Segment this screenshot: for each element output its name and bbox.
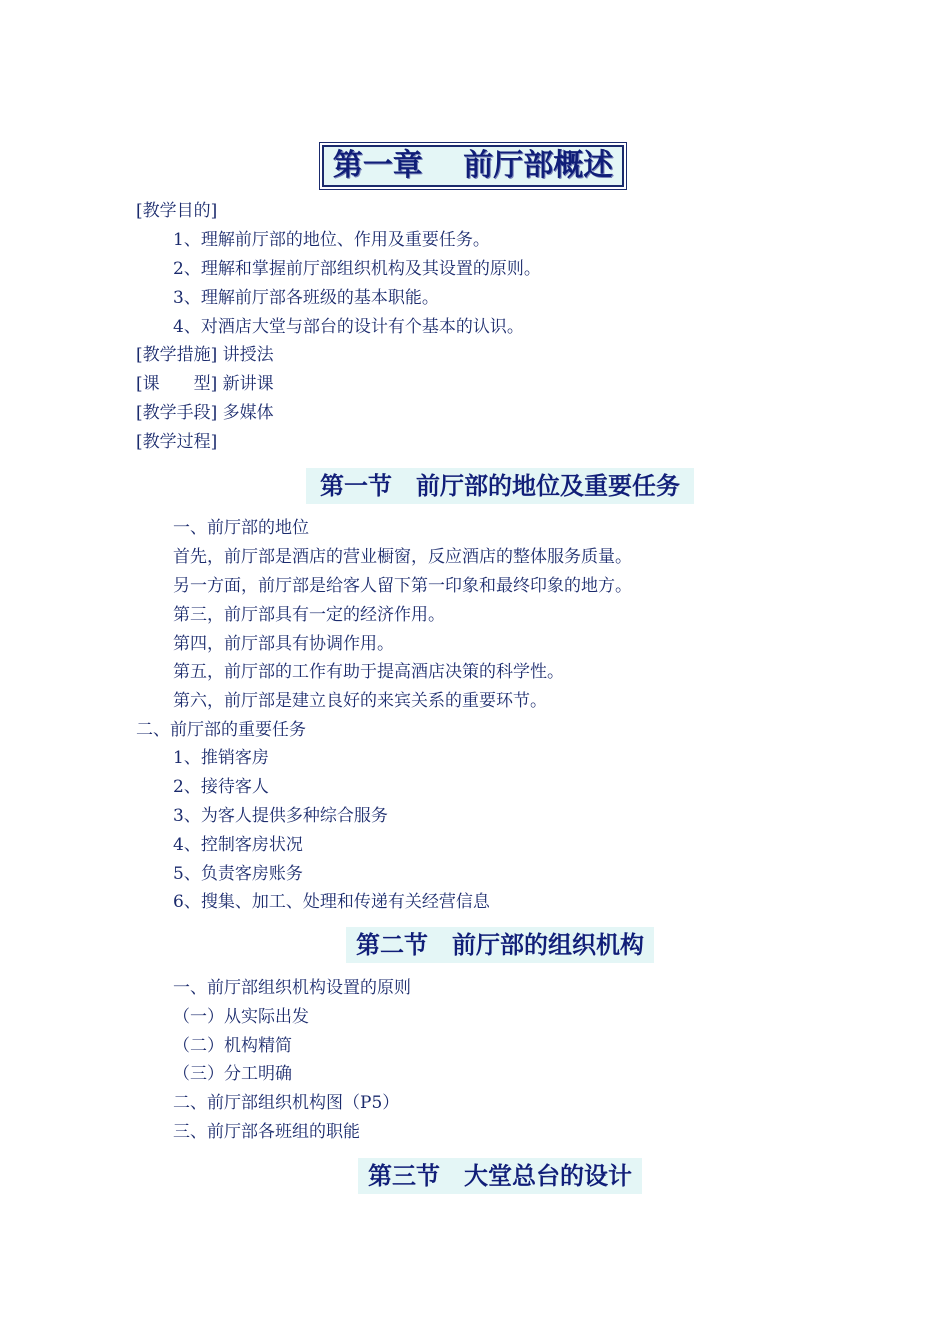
list-item: 首先，前厅部是酒店的营业橱窗，反应酒店的整体服务质量。 bbox=[173, 547, 632, 567]
section-2-title: 第二节 前厅部的组织机构 bbox=[346, 927, 654, 963]
list-item: 1、推销客房 bbox=[173, 748, 269, 768]
list-item: 2、接待客人 bbox=[173, 777, 269, 797]
objective-item: 1、理解前厅部的地位、作用及重要任务。 bbox=[173, 230, 490, 250]
list-item: 4、控制客房状况 bbox=[173, 835, 303, 855]
chapter-title: 第一章 前厅部概述 bbox=[322, 145, 624, 187]
objective-item: 4、对酒店大堂与部台的设计有个基本的认识。 bbox=[173, 317, 524, 337]
list-item: 第三，前厅部具有一定的经济作用。 bbox=[173, 605, 445, 625]
list-item: （二）机构精简 bbox=[173, 1036, 292, 1056]
lesson-type: [课 型] 新讲课 bbox=[136, 374, 274, 394]
teaching-means: [教学手段] 多媒体 bbox=[136, 403, 274, 423]
list-item: 第四，前厅部具有协调作用。 bbox=[173, 634, 394, 654]
list-item: 3、为客人提供多种综合服务 bbox=[173, 806, 388, 826]
section-1-part-2-heading: 二、前厅部的重要任务 bbox=[136, 720, 306, 740]
list-item: 5、负责客房账务 bbox=[173, 864, 303, 884]
section-3-title: 第三节 大堂总台的设计 bbox=[358, 1158, 642, 1194]
section-1-part-1-heading: 一、前厅部的地位 bbox=[173, 518, 309, 538]
section-2-part-3-heading: 三、前厅部各班组的职能 bbox=[173, 1122, 360, 1142]
objective-label: [教学目的] bbox=[136, 201, 218, 221]
list-item: 另一方面，前厅部是给客人留下第一印象和最终印象的地方。 bbox=[173, 576, 632, 596]
list-item: （一）从实际出发 bbox=[173, 1007, 309, 1027]
teaching-process: [教学过程] bbox=[136, 432, 218, 452]
list-item: （三）分工明确 bbox=[173, 1064, 292, 1084]
objective-item: 2、理解和掌握前厅部组织机构及其设置的原则。 bbox=[173, 259, 541, 279]
objective-item: 3、理解前厅部各班级的基本职能。 bbox=[173, 288, 439, 308]
section-1-title: 第一节 前厅部的地位及重要任务 bbox=[306, 468, 694, 504]
list-item: 第五，前厅部的工作有助于提高酒店决策的科学性。 bbox=[173, 662, 564, 682]
list-item: 第六，前厅部是建立良好的来宾关系的重要环节。 bbox=[173, 691, 547, 711]
list-item: 6、搜集、加工、处理和传递有关经营信息 bbox=[173, 892, 490, 912]
section-2-part-1-heading: 一、前厅部组织机构设置的原则 bbox=[173, 978, 411, 998]
teaching-measures: [教学措施] 讲授法 bbox=[136, 345, 274, 365]
section-2-part-2-heading: 二、前厅部组织机构图（P5） bbox=[173, 1093, 400, 1113]
